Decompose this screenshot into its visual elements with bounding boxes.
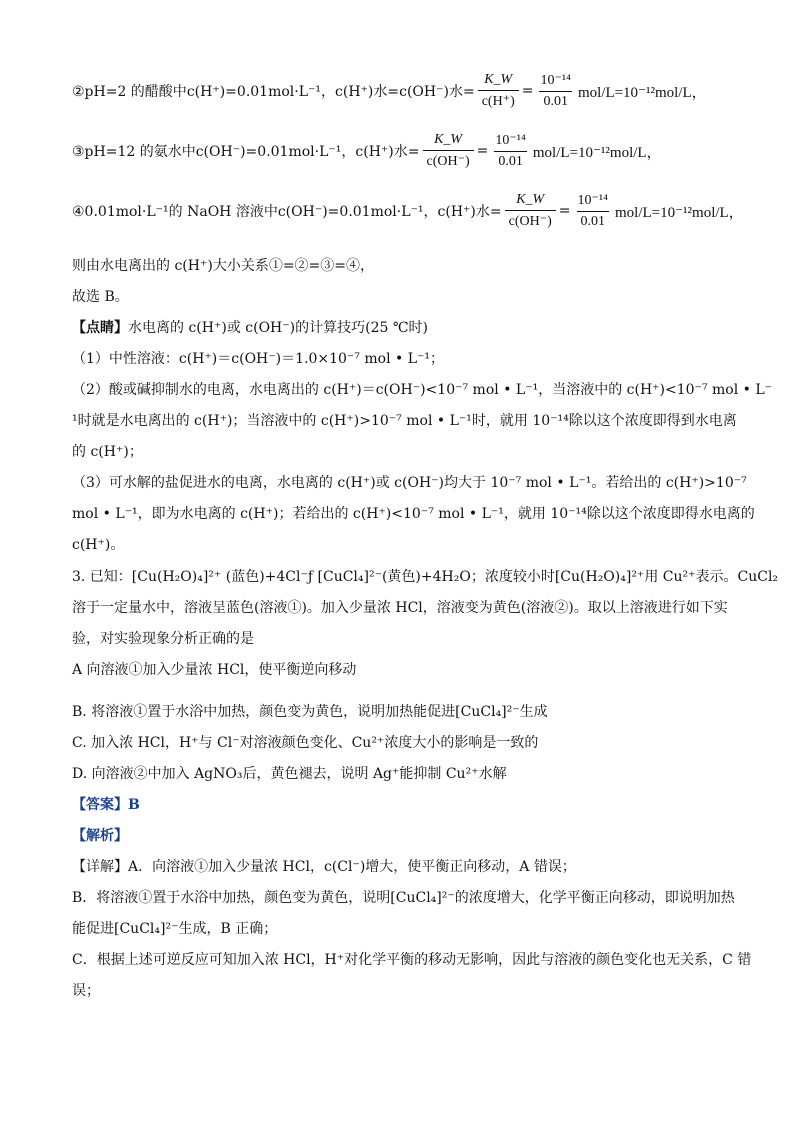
eq4-num2: 10⁻¹⁴ xyxy=(577,193,608,208)
eq4-lead: ④0.01mol·L⁻¹的 NaOH 溶液中 xyxy=(72,204,278,220)
text-line-2: 故选 B。 xyxy=(72,289,129,305)
eq4-tail: mol/L=10⁻¹²mol/L， xyxy=(614,204,744,221)
eq3-fraction-value xyxy=(491,132,529,170)
eq3-lead: ③pH=12 的氨水中 xyxy=(72,144,196,160)
answer-label: 【答案】B xyxy=(72,797,140,813)
equation-3 xyxy=(72,132,662,170)
eq3-frac-num: K_W xyxy=(434,132,463,147)
eq2-lead: ②pH=2 的醋酸中 xyxy=(72,84,187,100)
question-3-line-3: 验，对实验现象分析正确的是 xyxy=(72,631,254,647)
eq3-equals: = xyxy=(476,143,489,159)
text-line-9: mol • L⁻¹，即为水电离的 c(H⁺)；若给出的 c(H⁺)<10⁻⁷ mol • L⁻¹，就用 10⁻¹⁴除以这个浓度即得水电离的 xyxy=(72,506,755,522)
eq4-den2: 0.01 xyxy=(577,211,610,230)
eq2-den2: 0.01 xyxy=(539,91,572,110)
equation-2 xyxy=(72,72,707,110)
eq3-num2: 10⁻¹⁴ xyxy=(495,133,526,148)
option-d: D. 向溶液②中加入 AgNO₃后，黄色褪去，说明 Ag⁺能抑制 Cu²⁺水解 xyxy=(72,766,507,782)
eq2-tail: mol/L=10⁻¹²mol/L， xyxy=(577,84,707,101)
text-line-1: 则由水电离出的 c(H⁺)大小关系①=②=③=④， xyxy=(72,258,375,274)
eq2-equals: = xyxy=(521,83,534,99)
eq3-frac-den: c(OH⁻) xyxy=(423,150,474,170)
eq3-c1: c(OH⁻)=0.01mol·L⁻¹， xyxy=(195,144,356,160)
text-line-8: （3）可水解的盐促进水的电离，水电离的 c(H⁺)或 c(OH⁻)均大于 10⁻⁷ mol • L⁻¹。若给出的 c(H⁺)>10⁻⁷ xyxy=(72,475,747,491)
text-line-6: ¹时就是水电离出的 c(H⁺)；当溶液中的 c(H⁺)>10⁻⁷ mol • L⁻¹时，就用 10⁻¹⁴除以这个浓度即得到水电离 xyxy=(72,413,737,429)
eq2-c2: c(H⁺)水=c(OH⁻)水= xyxy=(335,84,475,100)
analysis-label: 【解析】 xyxy=(72,828,128,844)
eq3-c2: c(H⁺)水= xyxy=(355,144,420,160)
option-b: B. 将溶液①置于水浴中加热，颜色变为黄色，说明加热能促进[CuCl₄]²⁻生成 xyxy=(72,704,548,720)
text-line-3 xyxy=(72,318,732,338)
detail-line-5: 误； xyxy=(72,983,100,999)
text-line-7: 的 c(H⁺)； xyxy=(72,444,143,460)
detail-line-4: C．根据上述可逆反应可知加入浓 HCl，H⁺对化学平衡的移动无影响，因此与溶液的颜色变化也无关系，C 错 xyxy=(72,952,752,968)
tip-text: 水电离的 c(H⁺)或 c(OH⁻)的计算技巧(25 ℃时) xyxy=(128,320,428,336)
eq4-fraction-kw xyxy=(505,192,556,230)
eq2-c1: c(H⁺)=0.01mol·L⁻¹， xyxy=(186,84,336,100)
eq2-num2: 10⁻¹⁴ xyxy=(540,73,571,88)
eq4-equals: = xyxy=(558,203,571,219)
tip-tag: 【点睛】 xyxy=(72,320,128,336)
eq3-tail: mol/L=10⁻¹²mol/L， xyxy=(532,144,662,161)
text-line-5: （2）酸或碱抑制水的电离，水电离出的 c(H⁺)＝c(OH⁻)<10⁻⁷ mol • L⁻¹，当溶液中的 c(H⁺)<10⁻⁷ mol • L⁻ xyxy=(72,382,773,398)
eq4-c2: c(H⁺)水= xyxy=(437,204,502,220)
text-line-10: c(H⁺)。 xyxy=(72,537,125,553)
option-c: C. 加入浓 HCl，H⁺与 Cl⁻对溶液颜色变化、Cu²⁺浓度大小的影响是一致的 xyxy=(72,735,539,751)
eq4-frac-den: c(OH⁻) xyxy=(505,210,556,230)
eq2-fraction-kw xyxy=(478,72,519,110)
eq4-frac-num: K_W xyxy=(516,192,545,207)
detail-line-3: 能促进[CuCl₄]²⁻生成，B 正确； xyxy=(72,921,278,937)
option-a: A 向溶液①加入少量浓 HCl，使平衡逆向移动 xyxy=(72,662,357,678)
eq3-den2: 0.01 xyxy=(494,151,527,170)
eq4-fraction-value xyxy=(574,192,612,230)
question-3-line-2: 溶于一定量水中，溶液呈蓝色(溶液①)。加入少量浓 HCl，溶液变为黄色(溶液②)。取以上溶液进行如下实 xyxy=(72,600,728,616)
equation-4 xyxy=(72,192,744,230)
eq4-c1: c(OH⁻)=0.01mol·L⁻¹， xyxy=(277,204,438,220)
question-3-line-1: 3. 已知：[Cu(H₂O)₄]²⁺ (蓝色)+4Cl⁻ƒ [CuCl₄]²⁻(黄色)+4H₂O；浓度较小时[Cu(H₂O)₄]²⁺用 Cu²⁺表示。CuCl₂ xyxy=(72,569,779,585)
eq3-fraction-kw xyxy=(423,132,474,170)
detail-line-2: B．将溶液①置于水浴中加热，颜色变为黄色，说明[CuCl₄]²⁻的浓度增大，化学平衡正向移动，即说明加热 xyxy=(72,890,735,906)
detail-line-1: 【详解】A．向溶液①加入少量浓 HCl，c(Cl⁻)增大，使平衡正向移动，A 错误； xyxy=(72,859,576,875)
eq2-frac-num: K_W xyxy=(484,72,513,87)
eq2-frac-den: c(H⁺) xyxy=(478,90,519,110)
eq2-fraction-value xyxy=(536,72,574,110)
text-line-4: （1）中性溶液：c(H⁺)＝c(OH⁻)＝1.0×10⁻⁷ mol • L⁻¹； xyxy=(72,351,445,367)
